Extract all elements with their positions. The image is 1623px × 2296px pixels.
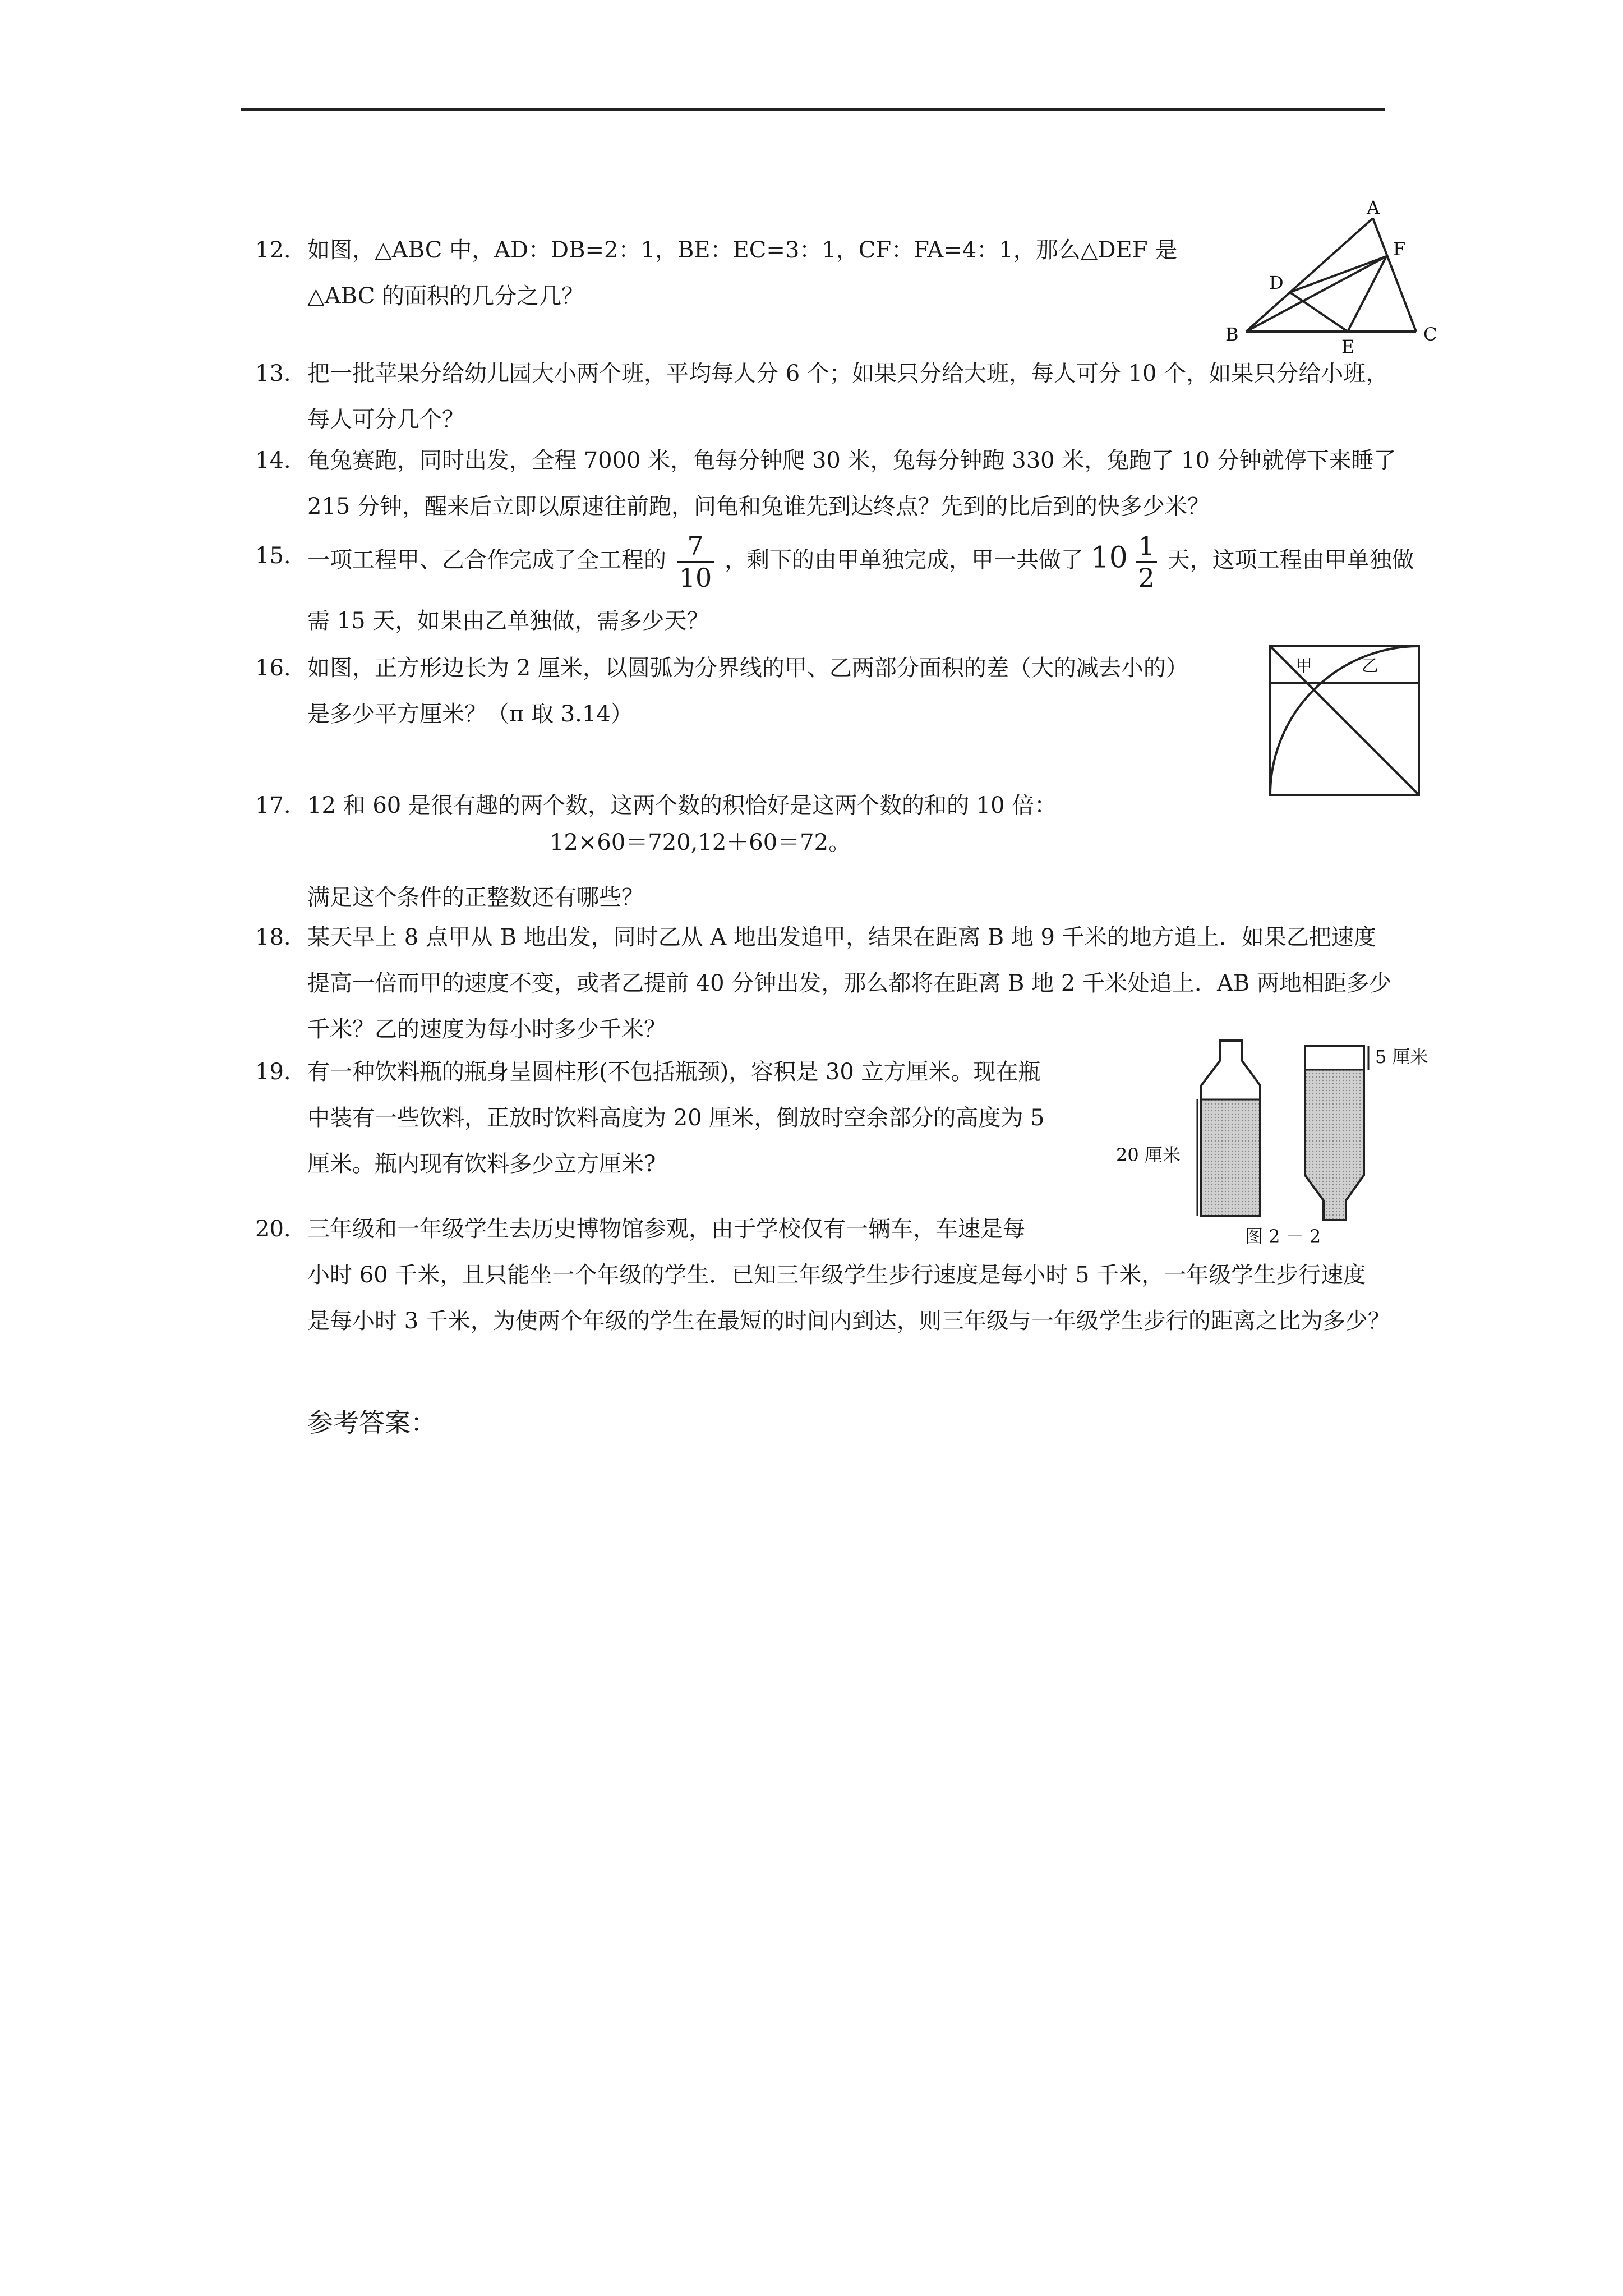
- question-text-line: 需 15 天，如果由乙单独做，需多少天？: [307, 608, 709, 634]
- upright-bottle: [1197, 1041, 1260, 1216]
- vertex-d-label: D: [1269, 272, 1284, 293]
- bottle-figure: [1116, 1035, 1447, 1248]
- empty-height-label: 5 厘米: [1375, 1046, 1428, 1068]
- question-number: 19.: [255, 1059, 291, 1085]
- question-text-line: 把一批苹果分给幼儿园大小两个班，平均每人分 6 个；如果只分给大班，每人可分 10 个，如果只分给小班，: [307, 361, 1389, 386]
- question-text-line: 是每小时 3 千米，为使两个年级的学生在最短的时间内到达，则三年级与一年级学生步行的距离之比为多少？: [307, 1308, 1390, 1334]
- drink-height-label: 20 厘米: [1116, 1144, 1181, 1166]
- square-arc-figure: [1262, 639, 1430, 802]
- question-number: 18.: [255, 924, 291, 950]
- side-ac: [1373, 218, 1416, 332]
- question-number: 17.: [255, 793, 291, 818]
- vertex-a-label: A: [1367, 199, 1380, 218]
- question-number: 14.: [255, 448, 291, 473]
- question-text-line: 每人可分几个？: [307, 407, 464, 432]
- fraction-numerator: 7: [687, 531, 704, 561]
- question-text-line: 龟兔赛跑，同时出发，全程 7000 米，龟每分钟爬 30 米，兔每分钟跑 330 米，兔跑了 10 分钟就停下来睡了: [307, 448, 1396, 473]
- question-text-line: 是多少平方厘米？（π 取 3.14）: [307, 701, 633, 727]
- question-text-line: 厘米。瓶内现有饮料多少立方厘米?: [307, 1151, 656, 1177]
- question-number: 20.: [255, 1216, 291, 1242]
- fraction: [677, 533, 714, 591]
- vertex-f-label: F: [1393, 238, 1406, 260]
- fraction-denominator: 10: [677, 561, 714, 591]
- question-text-segment: 一项工程甲、乙合作完成了全工程的: [307, 547, 666, 573]
- question-text-line: 某天早上 8 点甲从 B 地出发，同时乙从 A 地出发追甲，结果在距离 B 地 9 千米的地方追上．如果乙把速度: [307, 924, 1376, 950]
- drink-fill: [1201, 1099, 1260, 1216]
- mixed-number-whole: 10: [1090, 541, 1128, 575]
- question-text-line: 中装有一些饮料，正放时饮料高度为 20 厘米，倒放时空余部分的高度为 5: [307, 1105, 1045, 1131]
- vertex-e-label: E: [1341, 336, 1355, 356]
- question-text-line: 215 分钟，醒来后立即以原速往前跑，问龟和兔谁先到达终点？先到的比后到的快多少米？: [307, 494, 1210, 519]
- region-yi-label: 乙: [1362, 656, 1378, 676]
- question-number: 13.: [255, 361, 291, 386]
- question-text-line: 如图，△ABC 中，AD：DB=2：1，BE：EC=3：1，CF：FA=4：1，那么△DEF 是: [307, 237, 1178, 263]
- fraction-denominator: 2: [1136, 561, 1157, 591]
- question-text-line: 如图，正方形边长为 2 厘米，以圆弧为分界线的甲、乙两部分面积的差（大的减去小的）: [307, 655, 1188, 681]
- question-text-segment: 天，这项工程由甲单独做: [1167, 547, 1414, 573]
- question-text-line: △ABC 的面积的几分之几？: [307, 283, 584, 309]
- question-text-line: 提高一倍而甲的速度不变，或者乙提前 40 分钟出发，那么都将在距离 B 地 2 千米处追上．AB 两地相距多少: [307, 970, 1392, 996]
- question-number: 15.: [255, 543, 291, 569]
- triangle-figure: [1211, 199, 1447, 356]
- fraction-numerator: 1: [1138, 531, 1155, 561]
- figure-caption: 图 2 － 2: [1245, 1226, 1321, 1247]
- question-text-segment: ，剩下的由甲单独完成，甲一共做了: [724, 547, 1083, 573]
- question-text-line: 12 和 60 是很有趣的两个数，这两个数的积恰好是这两个数的和的 10 倍：: [307, 793, 1057, 818]
- segment-de: [1290, 292, 1348, 332]
- drink-fill: [1305, 1070, 1364, 1220]
- region-jia-label: 甲: [1295, 656, 1312, 676]
- question-text-line: 千米？乙的速度为每小时多少千米？: [307, 1016, 666, 1042]
- vertex-b-label: B: [1225, 324, 1239, 345]
- question-text-line: 三年级和一年级学生去历史博物馆参观，由于学校仅有一辆车，车速是每: [307, 1216, 1025, 1242]
- question-text-line: 小时 60 千米，且只能坐一个年级的学生．已知三年级学生步行速度是每小时 5 千米，一年级学生步行速度: [307, 1262, 1366, 1288]
- header-rule: [241, 108, 1385, 111]
- diagonal-line: [1270, 646, 1419, 795]
- inverted-bottle: [1305, 1046, 1368, 1220]
- question-text-line: 有一种饮料瓶的瓶身呈圆柱形(不包括瓶颈)，容积是 30 立方厘米。现在瓶: [307, 1059, 1041, 1085]
- fraction: [1136, 533, 1157, 591]
- question-number: 12.: [255, 237, 291, 263]
- answer-heading: 参考答案：: [307, 1407, 436, 1438]
- question-number: 16.: [255, 655, 291, 681]
- question-text-line: 满足这个条件的正整数还有哪些？: [307, 885, 644, 910]
- vertex-c-label: C: [1423, 324, 1437, 345]
- question-text-line: [307, 533, 1414, 591]
- equation-line: 12×60＝720,12＋60＝72。: [550, 830, 851, 855]
